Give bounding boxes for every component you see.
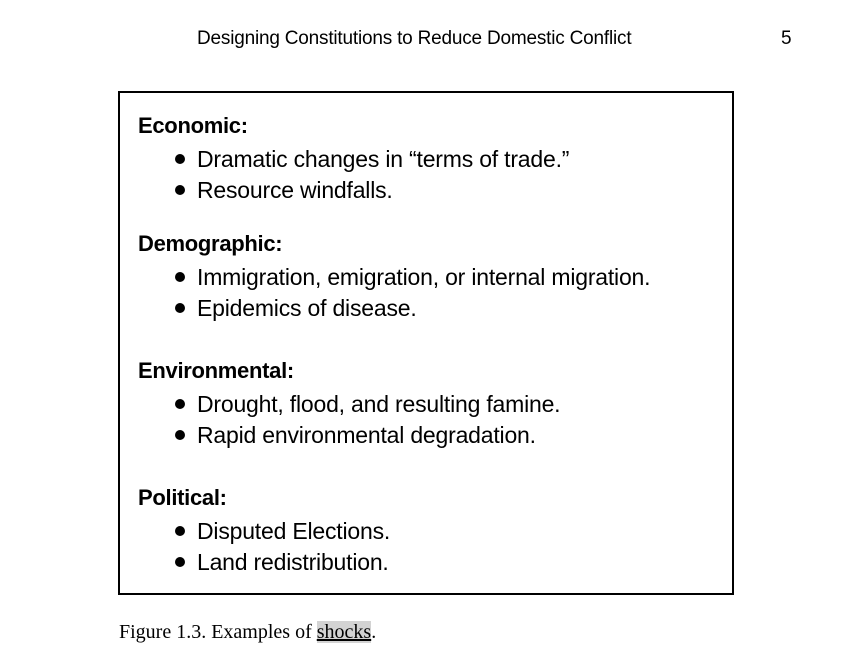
highlighted-term[interactable]: shocks [316,621,372,643]
bullet-icon [175,185,185,195]
category-demographic [138,230,728,324]
category-heading: Demographic: [138,231,283,256]
category-economic [138,112,728,206]
list-item-text: Resource windfalls. [197,177,393,203]
caption-suffix: . [371,621,377,643]
category-heading: Economic: [138,113,248,138]
category-heading: Political: [138,485,227,510]
item-list [138,262,728,324]
bullet-icon [175,430,185,440]
list-item-text: Dramatic changes in “terms of trade.” [197,146,570,172]
page-number: 5 [781,28,792,49]
list-item [138,144,728,175]
item-list [138,144,728,206]
list-item [138,293,728,324]
category-political [138,484,728,578]
list-item [138,420,728,451]
running-title: Designing Constitutions to Reduce Domestic Conflict [197,28,632,49]
list-item-text: Disputed Elections. [197,518,391,544]
list-item [138,262,728,293]
item-list [138,389,728,451]
list-item [138,389,728,420]
caption-text: Figure 1.3. Examples of [119,621,317,643]
figure-caption [119,621,376,644]
bullet-icon [175,272,185,282]
list-item [138,175,728,206]
list-item-text: Immigration, emigration, or internal migration. [197,264,651,290]
list-item [138,516,728,547]
figure-box [118,91,734,595]
list-item-text: Epidemics of disease. [197,295,417,321]
list-item-text: Rapid environmental degradation. [197,422,536,448]
list-item-text: Drought, flood, and resulting famine. [197,391,561,417]
running-head [0,28,856,54]
category-heading: Environmental: [138,358,294,383]
bullet-icon [175,154,185,164]
item-list [138,516,728,578]
category-environmental [138,357,728,451]
bullet-icon [175,303,185,313]
bullet-icon [175,526,185,536]
list-item [138,547,728,578]
bullet-icon [175,399,185,409]
list-item-text: Land redistribution. [197,549,389,575]
bullet-icon [175,557,185,567]
